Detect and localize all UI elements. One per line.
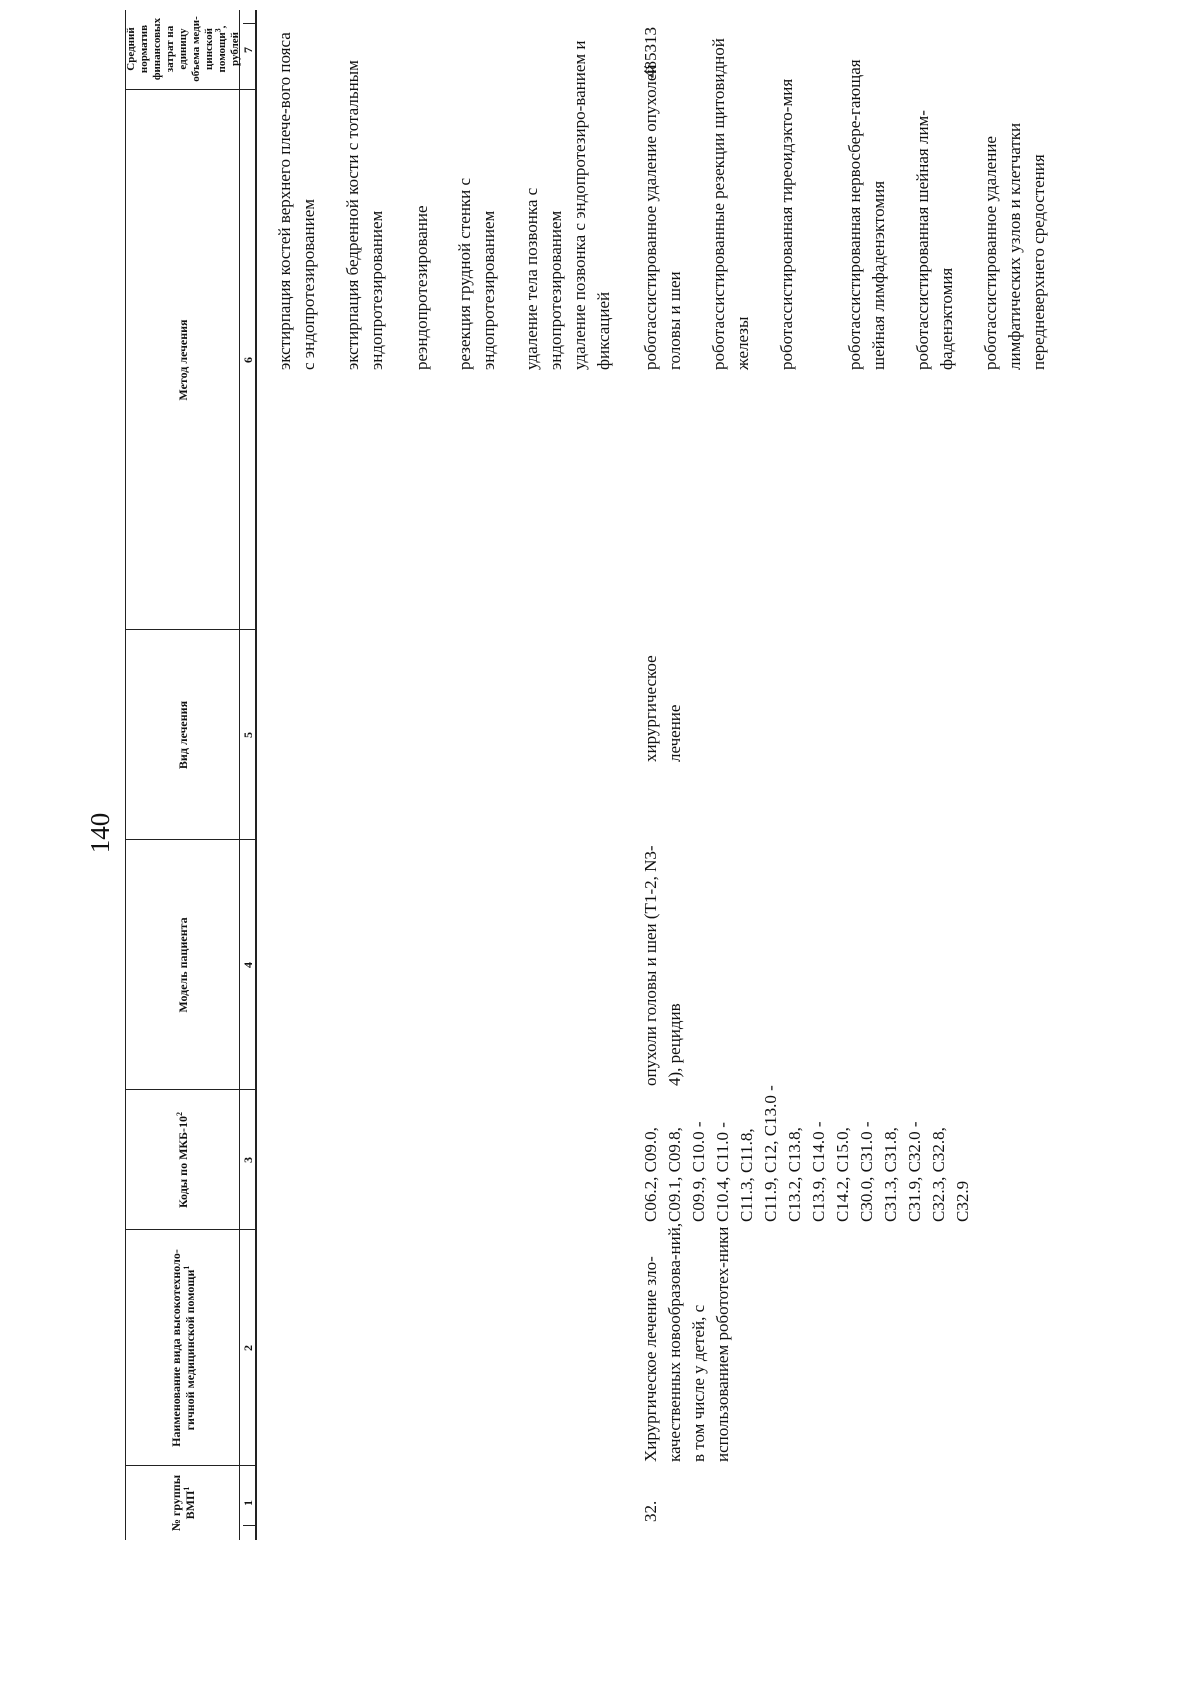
header-top-rule <box>125 10 126 1540</box>
row32-model: опухоли головы и шеи (T1-2, N3-4), рецидив <box>641 845 684 1086</box>
column-number: 5 <box>241 732 255 738</box>
method-item: экстирпация бедренной кости с тотальным эндопротезированием <box>343 60 386 370</box>
header-col-group: № группы ВМП$^1$ <box>169 1474 197 1532</box>
method-item: удаление позвонка с эндопротезиро-ванием и фиксацией <box>570 40 613 370</box>
row32-method-item: роботассистированная тиреоидэкто-мия <box>777 78 796 370</box>
method-item: удаление тела позвонка с эндопротезированием <box>522 187 565 370</box>
row32-method-item: роботассистированное удаление опухолей головы и шеи <box>641 64 684 370</box>
column-number: 7 <box>241 47 255 53</box>
row32-method-item: роботассистированная нервосбере-гающая шейная лимфаденэктомия <box>845 59 888 370</box>
header-col-method: Метод лечения <box>176 319 190 401</box>
header-mid-rule <box>239 10 240 1540</box>
header-col-cost: Средний норматив финансовых затрат на единицу объема меди-цинской помощи$^3$, рублей <box>124 16 241 82</box>
column-number: 6 <box>241 357 255 363</box>
header-bottom-rule <box>255 10 257 1540</box>
header-col-codes: Коды по МКБ-$10^2$ <box>175 1111 190 1209</box>
header-col-treatment: Вид лечения <box>176 700 190 770</box>
col-divider <box>125 1089 255 1090</box>
row32-codes: C06.2, C09.0, C09.1, C09.8, C09.9, C10.0 - C10.4, C11.0 - C11.3, C11.8, C11.9, C12, C13.0 - C13.2, C13.8, C13.9, C14.0 - C14.2, C15.0, C30.0, C31.0 - C31.3, C31.8, C31.9, C32.0 - C32.3, C32.8, C32.9 <box>641 1085 972 1222</box>
col-divider <box>125 629 255 630</box>
col-divider <box>125 839 255 840</box>
method-item: реэндопротезирование <box>412 205 431 370</box>
col-divider <box>125 1229 255 1230</box>
page-number: 140 <box>85 812 115 854</box>
header-col-model: Модель пациента <box>176 917 190 1013</box>
column-number: 4 <box>241 962 255 968</box>
row32-method-item: роботассистированные резекции щитовидной железы <box>709 38 752 370</box>
row32-treatment: хирургическое лечение <box>641 655 684 762</box>
column-number: 3 <box>241 1157 255 1163</box>
method-item: резекция грудной стенки с эндопротезированием <box>455 177 498 370</box>
row32-method-item: роботассистированная шейная лим-фаденэктомия <box>913 110 956 370</box>
row32-method-item: роботассистированное удаление лимфатических узлов и клетчатки передневерхнего средостения <box>981 122 1048 370</box>
row32-group-number: 32. <box>641 1500 660 1522</box>
col-divider <box>125 89 255 90</box>
row32-name: Хирургическое лечение зло-качественных новообразова-ний, в том числе у детей, с использованием робототех-ники <box>641 1222 732 1462</box>
column-number: 2 <box>241 1345 255 1351</box>
rotated-table <box>125 10 1175 1540</box>
column-number: 1 <box>241 1500 255 1506</box>
header-col-name: Наименование вида высокотехноло-гичной медицинской помощи$^1$ <box>169 1249 197 1447</box>
col-divider <box>125 1465 255 1466</box>
row32-cost: 485313 <box>641 27 660 78</box>
method-item: экстирпация костей верхнего плече-вого пояса с эндопротезированием <box>275 32 318 370</box>
